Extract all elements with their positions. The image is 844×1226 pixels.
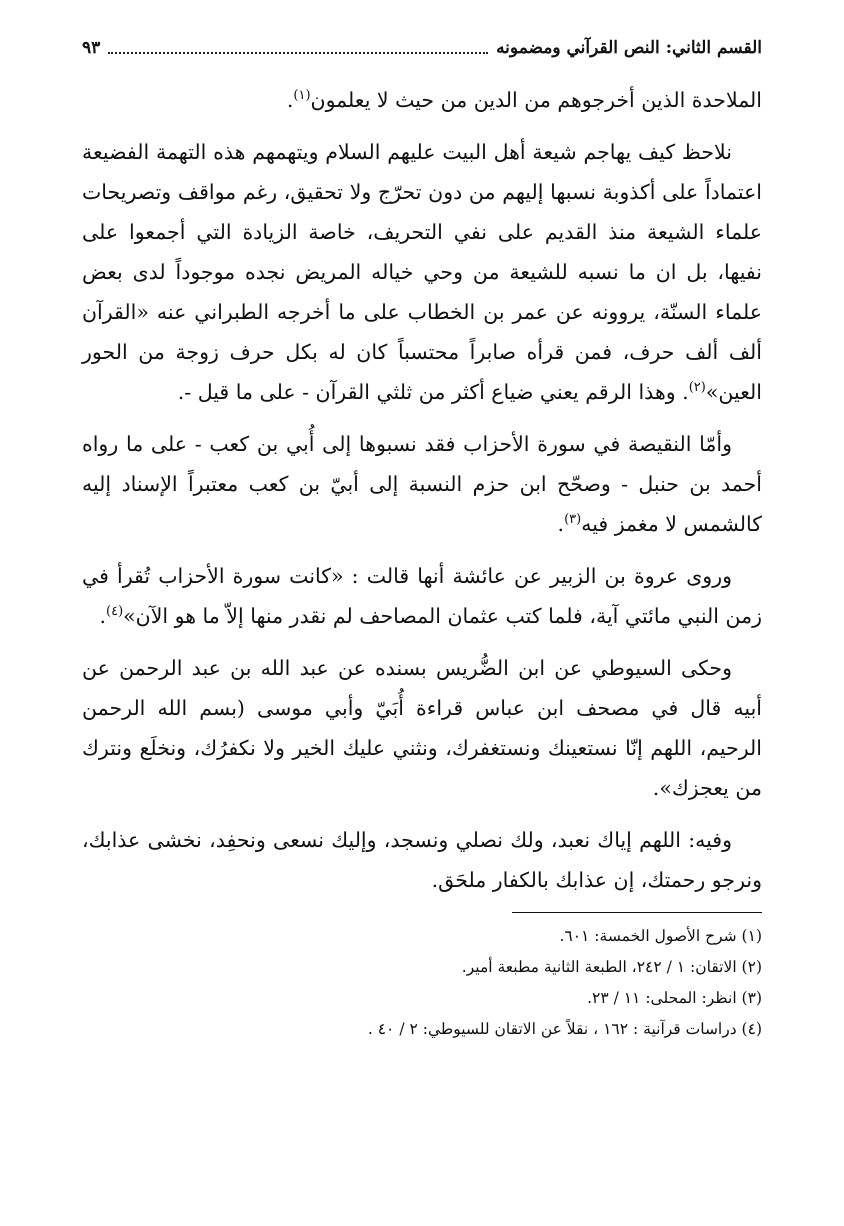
paragraph-text: وحكى السيوطي عن ابن الضُّريس بسنده عن عبد الله بن عبد الرحمن عن أبيه قال في مصحف ابن عباس قراءة أُبَيّ وأبي موسى (بسم الله الرحمن الرحيم، اللهم إنّا نستعينك ونستغفرك، ونثني عليك الخير ولا نكفرُك، ونخلَع ونترك من يعجزك». [82,656,762,800]
paragraph [82,820,762,900]
footnote: (٣) انظر: المحلى: ١١ / ٢٣. [587,989,762,1007]
footnote: (٤) دراسات قرآنية : ١٦٢ ، نقلاً عن الاتقان للسيوطي: ٢ / ٤٠ . [367,1020,762,1038]
paragraph [82,132,762,412]
paragraph [82,424,762,544]
paragraph [82,556,762,636]
footnote-ref: (١) [293,88,311,104]
paragraph-text: وفيه: اللهم إياك نعبد، ولك نصلي ونسجد، وإليك نسعى ونحفِد، نخشى عذابك، ونرجو رحمتك، إن عذابك بالكفار ملحَق. [82,828,762,892]
footnote: (١) شرح الأصول الخمسة: ٦٠١. [559,927,762,945]
paragraph [82,80,762,120]
paragraph-tail: . [557,512,565,536]
running-header [82,28,762,60]
footnote: (٢) الاتقان: ١ / ٢٤٢، الطبعة الثانية مطبعة أمير. [461,958,762,976]
paragraph-text: نلاحظ كيف يهاجم شيعة أهل البيت عليهم السلام ويتهمهم هذه التهمة الفضيعة اعتماداً على أكذوبة نسبها إليهم من دون تحرّج ولا تحقيق، رغم مواقف وتصريحات علماء الشيعة منذ القديم على نفي التحريف، خاصة الزيادة التي أجمعوا على نفيها، بل ان ما نسبه للشيعة من وحي خياله المريض نجده موجوداً لدى بعض علماء السنّة، يروونه عن عمر بن الخطاب على ما أخرجه الطبراني عنه «القرآن ألف ألف حرف، فمن قرأه صابراً محتسباً كان له بكل حرف زوجة من الحور العين» [82,140,762,404]
paragraph-tail: . [286,88,294,112]
paragraph-tail: . [99,604,106,628]
book-page [82,28,762,1198]
header-title: القسم الثاني: النص القرآني ومضمونه [496,38,762,58]
paragraph-text: وأمّا النقيصة في سورة الأحزاب فقد نسبوها إلى أُبي بن كعب - على ما رواه أحمد بن حنبل - وصحّح ابن حزم النسبة إلى أبيّ بن كعب معتبراً الإسناد إليه كالشمس لا مغمز فيه [82,432,762,536]
footnotes [82,921,762,1045]
page-number: ٩٣ [82,38,101,58]
footnote-ref: (٤) [106,604,124,620]
paragraph-text: وروى عروة بن الزبير عن عائشة أنها قالت : «كانت سورة الأحزاب تُقرأ في زمن النبي مائتي آية، فلما كتب عثمان المصاحف لم نقدر منها إلاّ ما هو الآن» [82,564,762,628]
footnote-ref: (٣) [564,512,582,528]
paragraph-text: الملاحدة الذين أخرجوهم من الدين من حيث لا يعلمون [310,88,762,112]
paragraph-tail: . وهذا الرقم يعني ضياع أكثر من ثلثي القرآن - على ما قيل -. [177,380,689,404]
footnote-divider [512,912,762,913]
footnote-ref: (٢) [688,380,706,396]
main-text [82,80,762,900]
paragraph [82,648,762,808]
header-leader-dots [108,52,488,54]
